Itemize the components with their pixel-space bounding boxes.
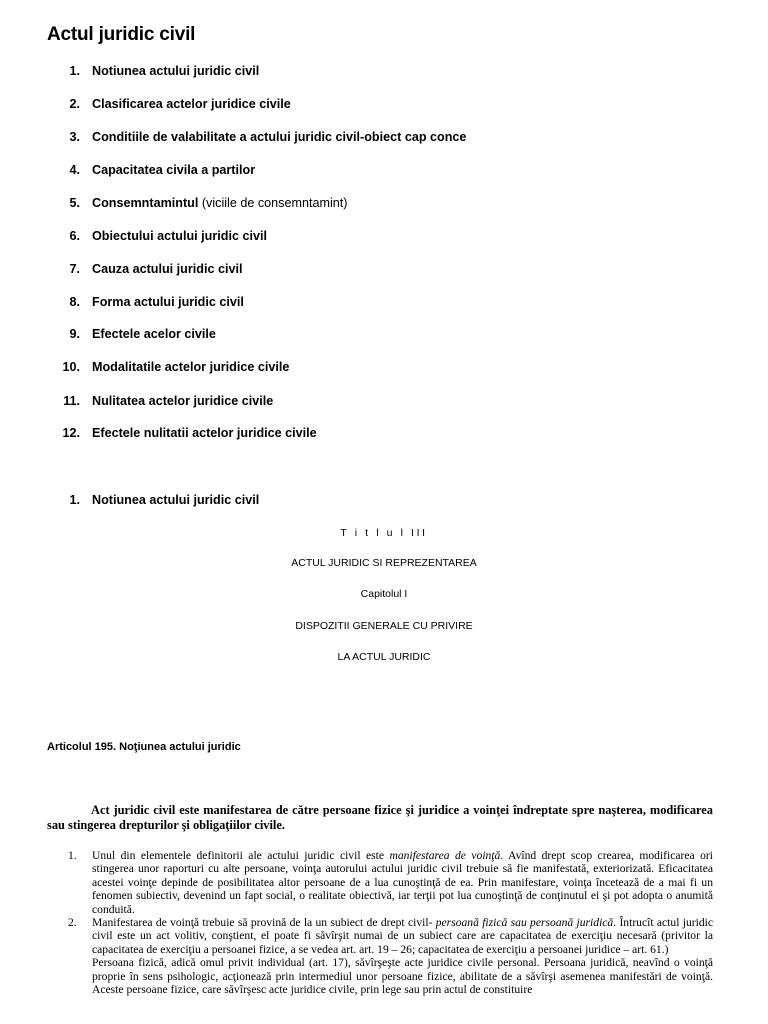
article-definition: Act juridic civil este manifestarea de către persoane fizice şi juridice a voinţei îndreptate spre naşterea, modificarea sau stingerea drepturilor şi obligaţiilor civile.: [47, 803, 713, 832]
toc-item-number: 3.: [69, 130, 80, 144]
toc-item-label: Clasificarea actelor juridice civile: [92, 97, 291, 111]
title-name: ACTUL JURIDIC SI REPREZENTAREA: [291, 557, 477, 569]
toc-item-label: Consemntamintul (viciile de consemntamint): [92, 196, 348, 210]
toc-item-number: 4.: [69, 163, 80, 177]
chapter-title-line1: DISPOZITII GENERALE CU PRIVIRE: [295, 620, 473, 632]
toc-item-label: Conditiile de valabilitate a actului juridic civil-obiect cap conce: [92, 130, 467, 144]
toc-item-label: Modalitatile actelor juridice civile: [92, 360, 290, 374]
toc-item-label: Notiunea actului juridic civil: [92, 64, 260, 78]
toc-item-number: 7.: [69, 262, 80, 276]
commentary: [47, 849, 713, 996]
paragraph-number: 1.: [68, 849, 77, 862]
commentary-paragraph-2: 2. Manifestarea de voinţă trebuie să provină de la un subiect de drept civil- persoană fizică sau persoană juridică. Întrucît actul juridic civil este un act volitiv, conştient, el poate fi săvîrşit numai de un subiect care are capacitatea de exerciţiu necesară (privitor la capacitatea de exerciţiu a persoanei fizice, a se vedea art. art. 19 – 26; capacitatea de exerciţiu a persoanei juridice – art. 61.): [68, 916, 713, 956]
toc-item-number: 9.: [69, 327, 80, 341]
commentary-paragraph-1: 1. Unul din elementele definitorii ale actului juridic civil este manifestarea de voinţă. Avînd drept scop crearea, modificarea ori stingerea unor raporturi cu alte persoane, voinţa autorului actului juridic civil trebuie să fie manifestată, exteriorizată. Eficacitatea acestei voinţe depinde de posibilitatea altor persoane de a lua cunoştinţă de ea. Prin manifestare, voinţa încetează de a mai fi un fenomen subiectiv, devenind un fapt social, o realitate obiectivă, iar terţii pot lua cunoştinţă de conţinutul ei şi pot adopta o anumită conduită.: [68, 849, 714, 916]
toc-item-label: Cauza actului juridic civil: [92, 262, 243, 276]
toc-item-number: 8.: [69, 295, 80, 309]
emphasis: persoană fizică sau persoană juridică: [435, 916, 614, 930]
chapter-title-line2: LA ACTUL JURIDIC: [337, 651, 431, 663]
toc-item-label: Capacitatea civila a partilor: [92, 163, 256, 177]
emphasis: manifestarea de voinţă: [389, 849, 501, 862]
toc-item-label: Obiectului actului juridic civil: [92, 229, 267, 243]
toc-item-label: Efectele acelor civile: [92, 327, 216, 341]
toc-item-label: Nulitatea actelor juridice civile: [92, 394, 274, 408]
toc-item-label: Forma actului juridic civil: [92, 295, 244, 309]
toc-item-number: 6.: [69, 229, 80, 243]
paragraph-number: 2.: [68, 916, 77, 930]
section-title: Notiunea actului juridic civil: [92, 493, 260, 507]
article-heading: Articolul 195. Noţiunea actului juridic: [47, 741, 241, 753]
toc-item-number: 5.: [69, 196, 80, 210]
toc-item-number: 12.: [62, 426, 80, 440]
title-heading: T i t l u l III: [340, 527, 428, 539]
toc-item-number: 11.: [63, 394, 80, 408]
toc-item-label: Efectele nulitatii actelor juridice civile: [92, 426, 317, 440]
toc-item-number: 10.: [62, 360, 80, 374]
document-title: Actul juridic civil: [47, 24, 196, 45]
toc-item-number: 2.: [69, 97, 80, 111]
section-number: 1.: [69, 493, 80, 507]
chapter-heading: Capitolul I: [360, 588, 408, 600]
toc-item-number: 1.: [69, 64, 80, 78]
commentary-paragraph-3: Persoana fizică, adică omul privit individual (art. 17), săvîrşeşte acte juridice civile personal. Persoana juridică, neavînd o voinţă proprie în sens psihologic, acţionează prin intermediul unor persoane fizice, abilitate de a săvîrşi asemenea manifestări de voinţă. Aceste persoane fizice, care săvîrşesc acte juridice civile, prin lege sau prin actul de constituire: [92, 956, 713, 997]
